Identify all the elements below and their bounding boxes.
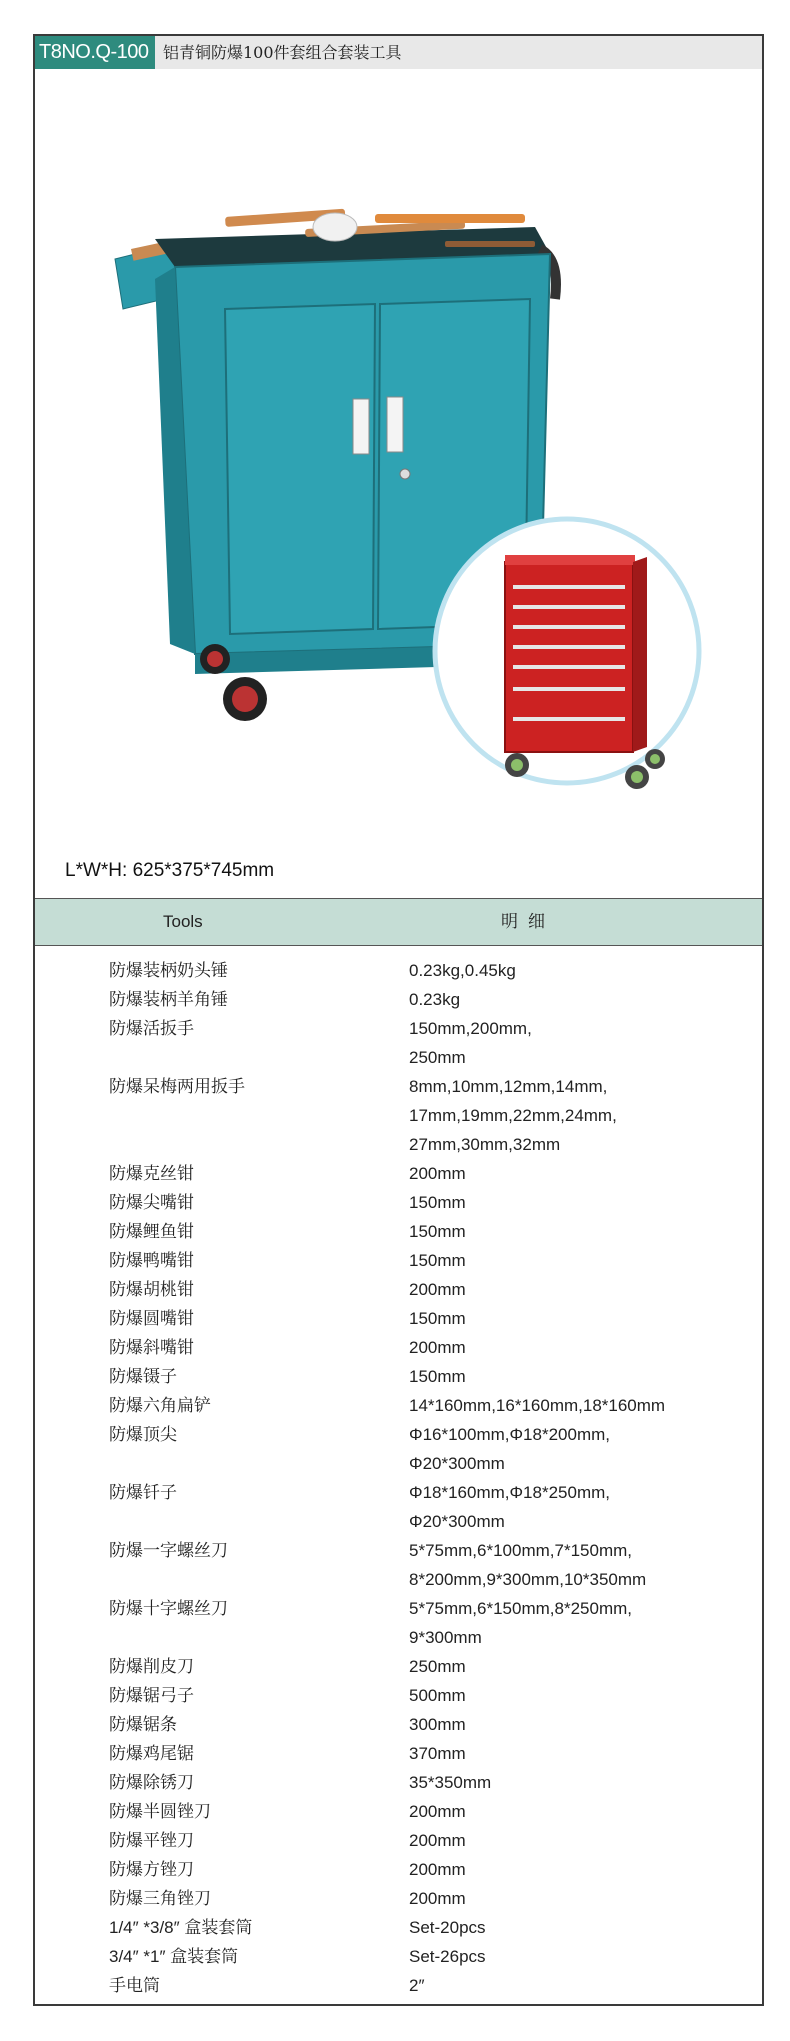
tool-spec-cell: 8mm,10mm,12mm,14mm, 17mm,19mm,22mm,24mm, 27mm,30mm,32mm <box>409 1077 617 1154</box>
table-row <box>35 1333 762 1362</box>
tool-name-cell: 3/4″ *1″ 盒装套筒 <box>109 1947 239 1966</box>
table-row <box>35 1739 762 1768</box>
product-image-area <box>35 69 762 889</box>
table-row <box>35 1710 762 1739</box>
title-bar <box>35 36 762 69</box>
table-row <box>35 956 762 985</box>
table-row <box>35 1188 762 1217</box>
table-row <box>35 1797 762 1826</box>
column-header-tools: Tools <box>163 912 203 931</box>
tool-name-cell: 防爆呆梅两用扳手 <box>109 1077 245 1096</box>
tool-name-cell: 防爆镊子 <box>109 1367 177 1386</box>
table-row <box>35 1072 762 1159</box>
tool-spec-cell: 200mm <box>409 1338 466 1357</box>
tool-spec-cell: 300mm <box>409 1715 466 1734</box>
tool-spec-cell: 200mm <box>409 1860 466 1879</box>
tool-name-cell: 防爆鸡尾锯 <box>109 1744 194 1763</box>
table-header <box>35 898 762 946</box>
tools-table-body <box>35 956 762 2000</box>
tool-name-cell: 防爆装柄羊角锤 <box>109 990 228 1009</box>
tool-name-cell: 防爆鲤鱼钳 <box>109 1222 194 1241</box>
tool-spec-cell: 5*75mm,6*150mm,8*250mm, 9*300mm <box>409 1599 632 1647</box>
dimensions-label: L*W*H: 625*375*745mm <box>65 860 275 881</box>
table-row <box>35 1855 762 1884</box>
product-title: 铝青铜防爆100件套组合套装工具 <box>163 43 402 62</box>
tool-spec-cell: Φ18*160mm,Φ18*250mm, Φ20*300mm <box>409 1483 610 1531</box>
tool-name-cell: 防爆十字螺丝刀 <box>109 1599 228 1618</box>
tool-name-cell: 防爆胡桃钳 <box>109 1280 194 1299</box>
table-row <box>35 1362 762 1391</box>
tool-name-cell: 防爆斜嘴钳 <box>109 1338 194 1357</box>
tool-spec-cell: 200mm <box>409 1889 466 1908</box>
table-row <box>35 1681 762 1710</box>
tool-name-cell: 1/4″ *3/8″ 盒装套筒 <box>109 1918 253 1937</box>
tool-spec-cell: Φ16*100mm,Φ18*200mm, Φ20*300mm <box>409 1425 610 1473</box>
table-row <box>35 1420 762 1478</box>
tool-spec-cell: 150mm <box>409 1193 466 1212</box>
table-row <box>35 1652 762 1681</box>
table-row <box>35 1159 762 1188</box>
tool-spec-cell: 200mm <box>409 1831 466 1850</box>
table-row <box>35 1304 762 1333</box>
tool-name-cell: 防爆方锉刀 <box>109 1860 194 1879</box>
tool-spec-cell: Set-26pcs <box>409 1947 486 1966</box>
tool-name-cell: 手电筒 <box>109 1976 160 1995</box>
tool-spec-cell: Set-20pcs <box>409 1918 486 1937</box>
tool-spec-cell: 250mm <box>409 1657 466 1676</box>
table-row <box>35 1246 762 1275</box>
tool-spec-cell: 35*350mm <box>409 1773 492 1792</box>
table-row <box>35 1014 762 1072</box>
table-row <box>35 1391 762 1420</box>
tool-name-cell: 防爆钎子 <box>109 1483 177 1502</box>
table-row <box>35 1594 762 1652</box>
tool-name-cell: 防爆鸭嘴钳 <box>109 1251 194 1270</box>
tool-spec-cell: 200mm <box>409 1280 466 1299</box>
table-row <box>35 1536 762 1594</box>
tool-spec-cell: 150mm <box>409 1309 466 1328</box>
tool-name-cell: 防爆尖嘴钳 <box>109 1193 194 1212</box>
tool-name-cell: 防爆顶尖 <box>109 1425 177 1444</box>
tool-name-cell: 防爆六角扁铲 <box>109 1396 211 1415</box>
table-row <box>35 1826 762 1855</box>
tool-spec-cell: 200mm <box>409 1164 466 1183</box>
tool-spec-cell: 14*160mm,16*160mm,18*160mm <box>409 1396 666 1415</box>
table-row <box>35 1971 762 2000</box>
table-row <box>35 1942 762 1971</box>
tool-name-cell: 防爆装柄奶头锤 <box>109 961 228 980</box>
tool-name-cell: 防爆一字螺丝刀 <box>109 1541 228 1560</box>
tool-spec-cell: 150mm <box>409 1367 466 1386</box>
tool-spec-cell: 5*75mm,6*100mm,7*150mm, 8*200mm,9*300mm,10*350mm <box>409 1541 647 1589</box>
tool-spec-cell: 150mm <box>409 1251 466 1270</box>
tool-name-cell: 防爆锯弓子 <box>109 1686 194 1705</box>
tool-name-cell: 防爆克丝钳 <box>109 1164 194 1183</box>
table-row <box>35 1275 762 1304</box>
tool-spec-cell: 150mm <box>409 1222 466 1241</box>
tool-spec-cell: 150mm,200mm, 250mm <box>409 1019 532 1067</box>
tool-spec-cell: 370mm <box>409 1744 466 1763</box>
table-row <box>35 1884 762 1913</box>
tool-name-cell: 防爆圆嘴钳 <box>109 1309 194 1328</box>
table-row <box>35 1768 762 1797</box>
tool-spec-cell: 500mm <box>409 1686 466 1705</box>
tool-name-cell: 防爆半圆锉刀 <box>109 1802 211 1821</box>
tool-spec-cell: 200mm <box>409 1802 466 1821</box>
tool-name-cell: 防爆锯条 <box>109 1715 177 1734</box>
catalog-frame <box>33 34 764 2006</box>
table-row <box>35 1478 762 1536</box>
tool-spec-cell: 0.23kg,0.45kg <box>409 961 516 980</box>
table-row <box>35 1217 762 1246</box>
tool-name-cell: 防爆三角锉刀 <box>109 1889 211 1908</box>
tool-name-cell: 防爆平锉刀 <box>109 1831 194 1850</box>
table-row <box>35 1913 762 1942</box>
column-header-detail: 明细 <box>501 912 555 931</box>
tool-spec-cell: 0.23kg <box>409 990 461 1009</box>
tool-name-cell: 防爆削皮刀 <box>109 1657 194 1676</box>
tool-name-cell: 防爆活扳手 <box>109 1019 194 1038</box>
tool-cabinet-illustration <box>35 69 762 889</box>
tool-name-cell: 防爆除锈刀 <box>109 1773 194 1792</box>
table-row <box>35 985 762 1014</box>
product-code-badge: T8NO.Q-100 <box>35 36 155 69</box>
tool-spec-cell: 2″ <box>409 1976 425 1995</box>
